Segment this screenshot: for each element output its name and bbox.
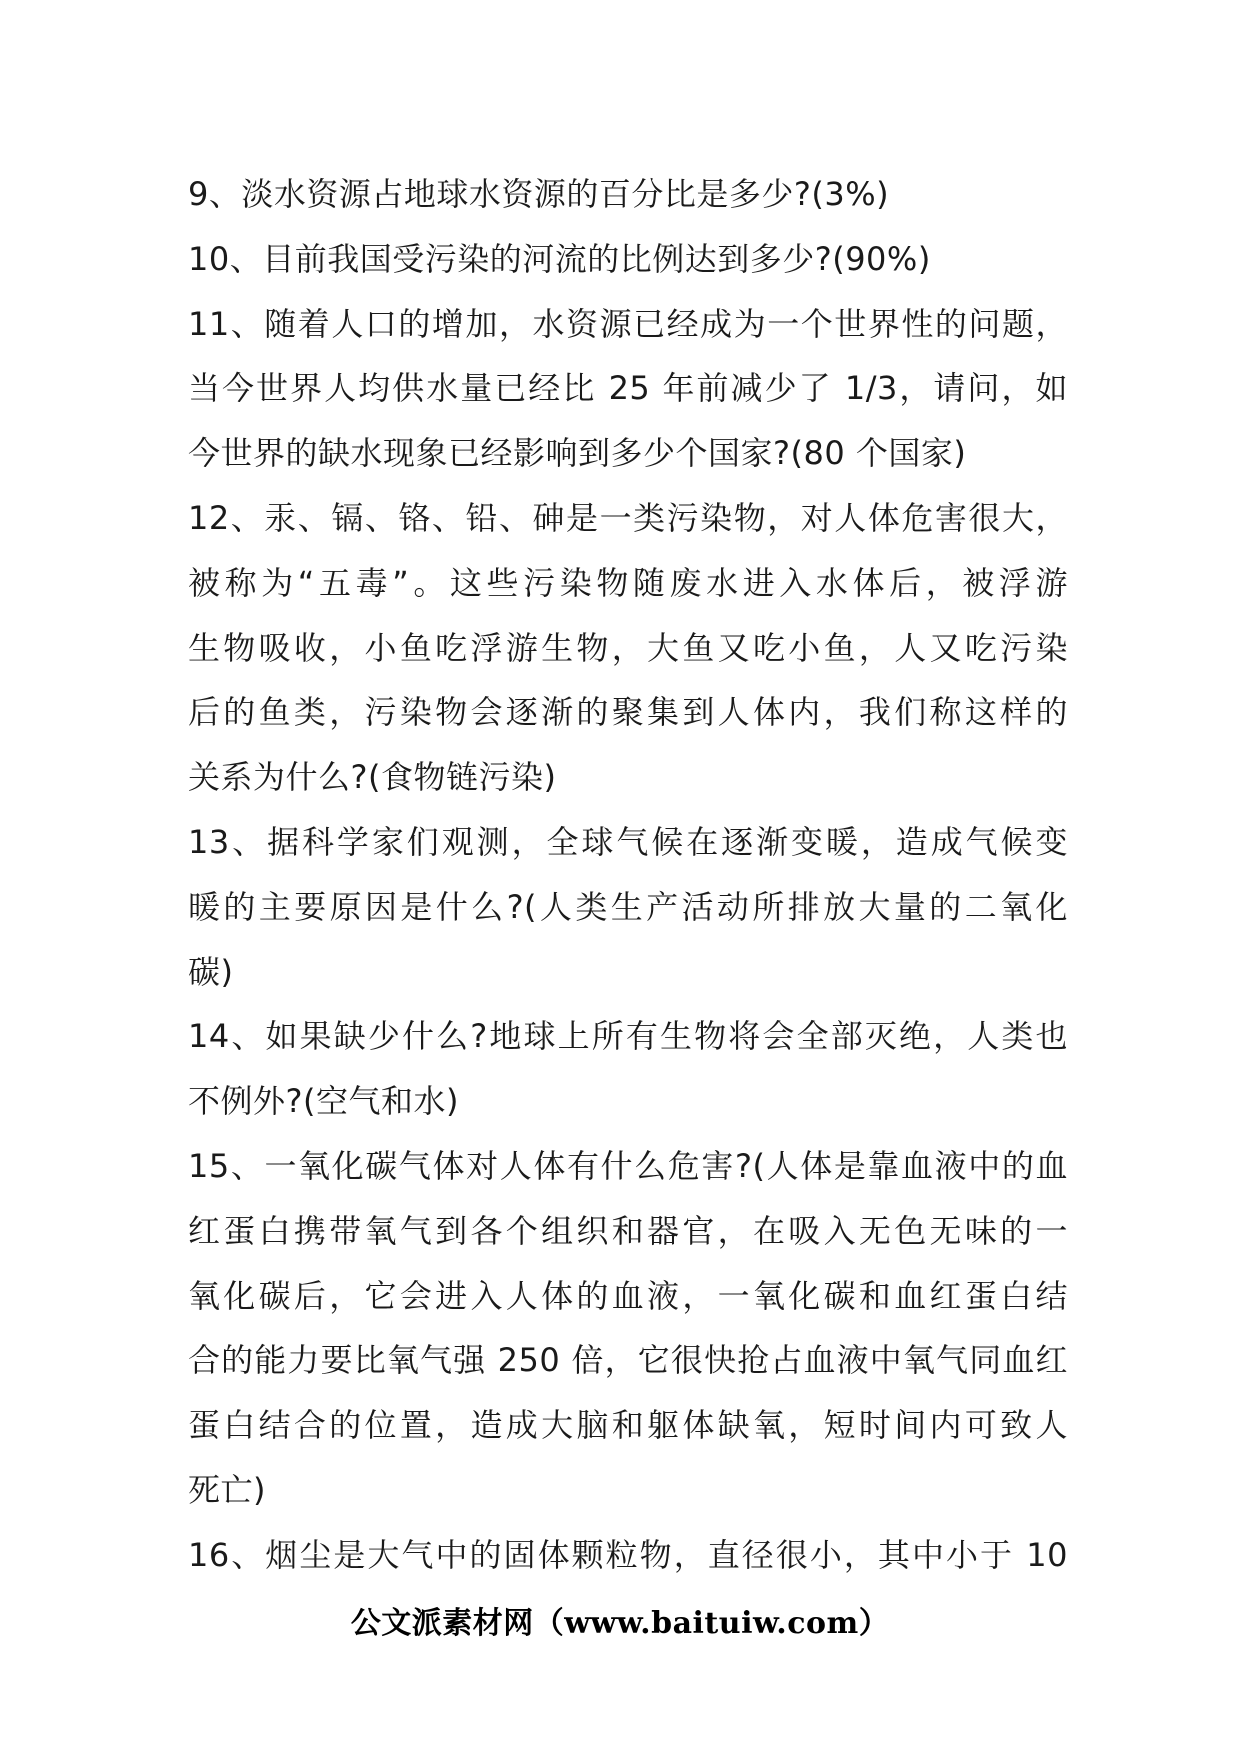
text-line: 今世界的缺水现象已经影响到多少个国家?(80 个国家)	[188, 434, 967, 473]
text-line: 蛋白结合的位置，造成大脑和躯体缺氧，短时间内可致人	[188, 1406, 1068, 1445]
text-line: 10、目前我国受污染的河流的比例达到多少?(90%)	[188, 239, 931, 278]
text-line: 9、淡水资源占地球水资源的百分比是多少?(3%)	[188, 175, 890, 213]
text-line: 当今世界人均供水量已经比 25 年前减少了 1/3，请问，如	[188, 369, 1068, 408]
text-line: 16、烟尘是大气中的固体颗粒物，直径很小，其中小于 10	[188, 1535, 1068, 1574]
text-line: 11、随着人口的增加，水资源已经成为一个世界性的问题，	[188, 304, 1068, 343]
text-line: 关系为什么?(食物链污染)	[188, 758, 557, 797]
text-line: 氧化碳后，它会进入人体的血液，一氧化碳和血红蛋白结	[188, 1276, 1068, 1315]
text-line: 合的能力要比氧气强 250 倍，它很快抢占血液中氧气同血红	[188, 1341, 1068, 1380]
document-body	[188, 162, 1068, 1588]
text-line: 碳)	[188, 952, 234, 991]
text-line: 14、如果缺少什么?地球上所有生物将会全部灭绝，人类也	[188, 1017, 1068, 1056]
text-line: 后的鱼类，污染物会逐渐的聚集到人体内，我们称这样的	[188, 693, 1068, 732]
page-footer: 公文派素材网（www.baituiw.com）	[350, 1606, 890, 1641]
text-line: 15、一氧化碳气体对人体有什么危害?(人体是靠血液中的血	[188, 1146, 1068, 1185]
text-line: 暖的主要原因是什么?(人类生产活动所排放大量的二氧化	[188, 887, 1068, 926]
text-line: 生物吸收，小鱼吃浮游生物，大鱼又吃小鱼，人又吃污染	[188, 628, 1068, 667]
text-line: 13、据科学家们观测，全球气候在逐渐变暖，造成气候变	[188, 822, 1068, 861]
text-line: 死亡)	[188, 1470, 266, 1509]
text-line: 被称为“五毒”。这些污染物随废水进入水体后，被浮游	[188, 563, 1068, 602]
text-line: 红蛋白携带氧气到各个组织和器官，在吸入无色无味的一	[188, 1211, 1068, 1250]
text-line: 不例外?(空气和水)	[188, 1082, 459, 1121]
text-line: 12、汞、镉、铬、铅、砷是一类污染物，对人体危害很大，	[188, 498, 1068, 537]
